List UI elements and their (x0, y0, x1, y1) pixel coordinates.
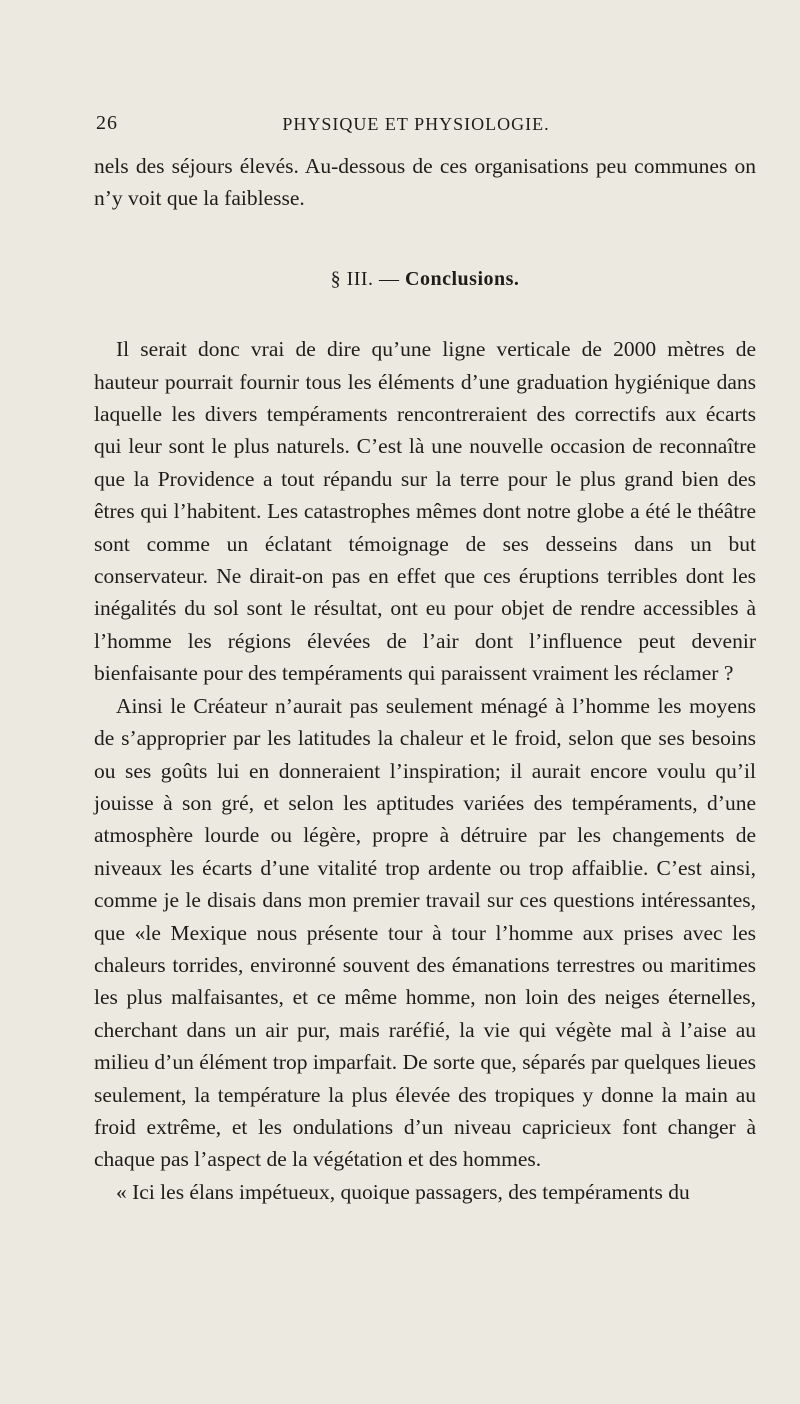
page-body (94, 150, 756, 1208)
paragraph: Ainsi le Créateur n’aurait pas seulement ménagé à l’homme les moyens de s’approprier par les latitudes la chaleur et le froid, selon que ses besoins ou ses goûts lui en donneraient l’inspiration; il aurait encore voulu qu’il jouisse à son gré, et selon les aptitudes variées des tempéraments, d’une atmosphère lourde ou légère, propre à détruire par les changements de niveaux les écarts d’une vitalité trop ardente ou trop affaiblie. C’est ainsi, comme je le disais dans mon premier travail sur ces questions intéressantes, que «le Mexique nous présente tour à tour l’homme aux prises avec les chaleurs torrides, environné souvent des émanations terrestres ou maritimes les plus malfaisantes, et ce même homme, non loin des neiges éternelles, cherchant dans un air pur, mais raréfié, la vie qui végète mal à l’aise au milieu d’un élément trop imparfait. De sorte que, séparés par quelques lieues seulement, la température la plus élevée des tropiques y donne la main au froid extrême, et les ondulations d’un niveau capricieux font changer à chaque pas l’aspect de la végétation et des hommes. (94, 693, 756, 1172)
section-heading (94, 263, 756, 295)
section-mark: § III. — (330, 267, 400, 290)
paragraph: « Ici les élans impétueux, quoique passagers, des tempéraments du (116, 1179, 690, 1204)
page-number: 26 (96, 112, 118, 134)
paragraph: Il serait donc vrai de dire qu’une ligne verticale de 2000 mètres de hauteur pourrait fournir tous les éléments d’une graduation hygiénique dans laquelle les divers tempéraments rencontreraient des correctifs aux écarts qui leur sont le plus naturels. C’est là une nouvelle occasion de reconnaître que la Providence a tout répandu sur la terre pour le plus grand bien des êtres qui l’habitent. Les catastrophes mêmes dont notre globe a été le théâtre sont comme un éclatant témoignage de ses desseins dans un but conservateur. Ne dirait-on pas en effet que ces éruptions terribles dont les inégalités du sol sont le résultat, ont eu pour objet de rendre accessibles à l’homme les régions élevées de l’air dont l’influence peut devenir bienfaisante pour des tempéraments qui paraissent vraiment les réclamer ? (94, 337, 756, 686)
continuation-paragraph: nels des séjours élevés. Au-dessous de ces organisations peu communes on n’y voit que la faiblesse. (94, 154, 756, 211)
running-title: PHYSIQUE ET PHYSIOLOGIE. (282, 114, 550, 134)
section-title: Conclusions. (405, 267, 520, 290)
